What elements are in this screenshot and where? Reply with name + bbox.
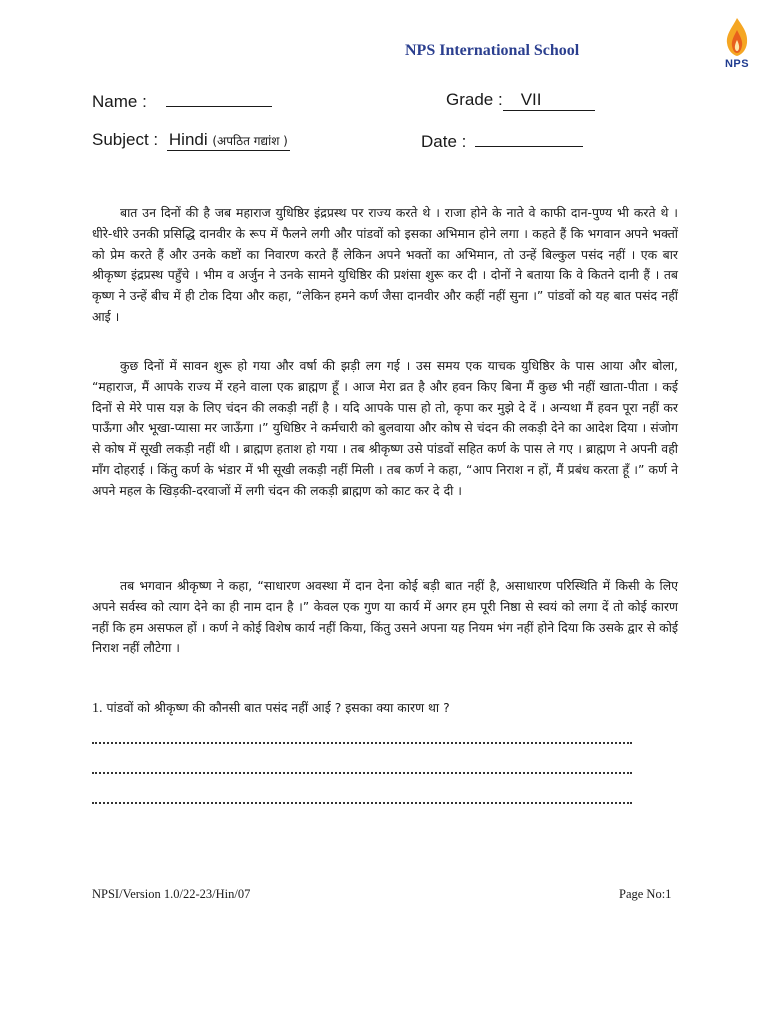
date-blank[interactable] [475, 130, 583, 147]
date-label: Date : [421, 132, 467, 151]
question-1 [92, 698, 678, 719]
name-field [92, 90, 272, 112]
subject-field [92, 130, 290, 151]
subject-value: Hindi [168, 130, 208, 149]
name-blank[interactable] [166, 90, 272, 107]
logo-text: NPS [724, 58, 750, 70]
grade-value: VII [503, 90, 595, 111]
name-label: Name : [92, 92, 147, 111]
grade-field [446, 90, 595, 111]
date-field [421, 130, 583, 152]
subject-label: Subject : [92, 130, 159, 149]
grade-label: Grade : [446, 90, 503, 109]
question-number: 1. [92, 701, 103, 716]
question-text: पांडवों को श्रीकृष्ण की कौनसी बात पसंद नहीं आई ? इसका क्या कारण था ? [106, 700, 450, 715]
school-name: NPS International School [405, 42, 580, 59]
passage-paragraph-2: कुछ दिनों में सावन शुरू हो गया और वर्षा की झड़ी लग गई । उस समय एक याचक युधिष्ठिर के पास आया और बोला, “महाराज, मैं आपके राज्य में रहने वाला एक ब्राह्मण हूँ । आज मेरा व्रत है और हवन किए बिना मैं कुछ भी नहीं खाता-पीता । कई दिनों से मेरे पास यज्ञ के लिए चंदन की लकड़ी नहीं है । यदि आपके पास हो तो, कृपा कर मुझे दे दें । अन्यथा मैं हवन पूरा नहीं कर पाऊँगा और भूखा-प्यासा मर जाऊँगा ।” युधिष्ठिर ने कर्मचारी को बुलवाया और कोष से चंदन की लकड़ी देने का आदेश दिया । संजोग से कोष में सूखी लकड़ी नहीं थी । ब्राह्मण हताश हो गया । तब श्रीकृष्ण उसे पांडवों सहित कर्ण के पास ले गए । ब्राह्मण ने अपनी वही माँग दोहराई । किंतु कर्ण के भंडार में भी सूखी लकड़ी नहीं मिली । तब कर्ण ने कहा, “आप निराश न हों, मैं प्रबंध करता हूँ ।” कर्ण ने अपने महल के खिड़की-दरवाजों में लगी चंदन की लकड़ी ब्राह्मण को काट कर दे दी । [92, 358, 678, 498]
footer-version: NPSI/Version 1.0/22-23/Hin/07 [92, 887, 251, 901]
subject-note: (अपठित गद्यांश ) [212, 134, 288, 148]
passage-paragraph-1: बात उन दिनों की है जब महाराज युधिष्ठिर इंद्रप्रस्थ पर राज्य करते थे । राजा होने के नाते वे काफी दान-पुण्य भी करते थे । धीरे-धीरे उनकी प्रसिद्धि दानवीर के रूप में फैलने लगी और पांडवों को इसका अभिमान होने लगा । कहते हैं कि भगवान अपने भक्तों को प्रेम करते हैं और उनके कष्टों का निवारण करते हैं लेकिन अपने भक्तों का अभिमान, तो उन्हें बिल्कुल पसंद नहीं । एक बार श्रीकृष्ण इंद्रप्रस्थ पहुँचे । भीम व अर्जुन ने उनके सामने युधिष्ठिर की प्रशंसा शुरू कर दी । दोनों ने बताया कि वे कितने दानी हैं । तब कृष्ण ने उन्हें बीच में ही टोक दिया और कहा, “लेकिन हमने कर्ण जैसा दानवीर और कहीं नहीं सुना ।” पांडवों को यह बात पसंद नहीं आई । [92, 205, 678, 324]
answer-line-2[interactable] [92, 770, 632, 774]
answer-line-1[interactable] [92, 740, 632, 744]
subject-value-wrap [167, 130, 290, 151]
footer-page-number: Page No:1 [619, 887, 672, 901]
school-logo [718, 16, 756, 76]
flame-icon [718, 16, 756, 60]
answer-line-3[interactable] [92, 800, 632, 804]
passage-paragraph-3: तब भगवान श्रीकृष्ण ने कहा, “साधारण अवस्था में दान देना कोई बड़ी बात नहीं है, असाधारण परिस्थिति में किसी के लिए अपने सर्वस्व को त्याग देने का ही नाम दान है ।” केवल एक गुण या कार्य में अगर हम पूरी निष्ठा से स्वयं को लगा दें तो कोई कारण नहीं कि हम असफल हों । कर्ण ने कोई विशेष कार्य नहीं किया, किंतु उसने अपना यह नियम भंग नहीं होने दिया कि उसके द्वार से कोई निराश नहीं लौटेगा । [92, 578, 678, 656]
